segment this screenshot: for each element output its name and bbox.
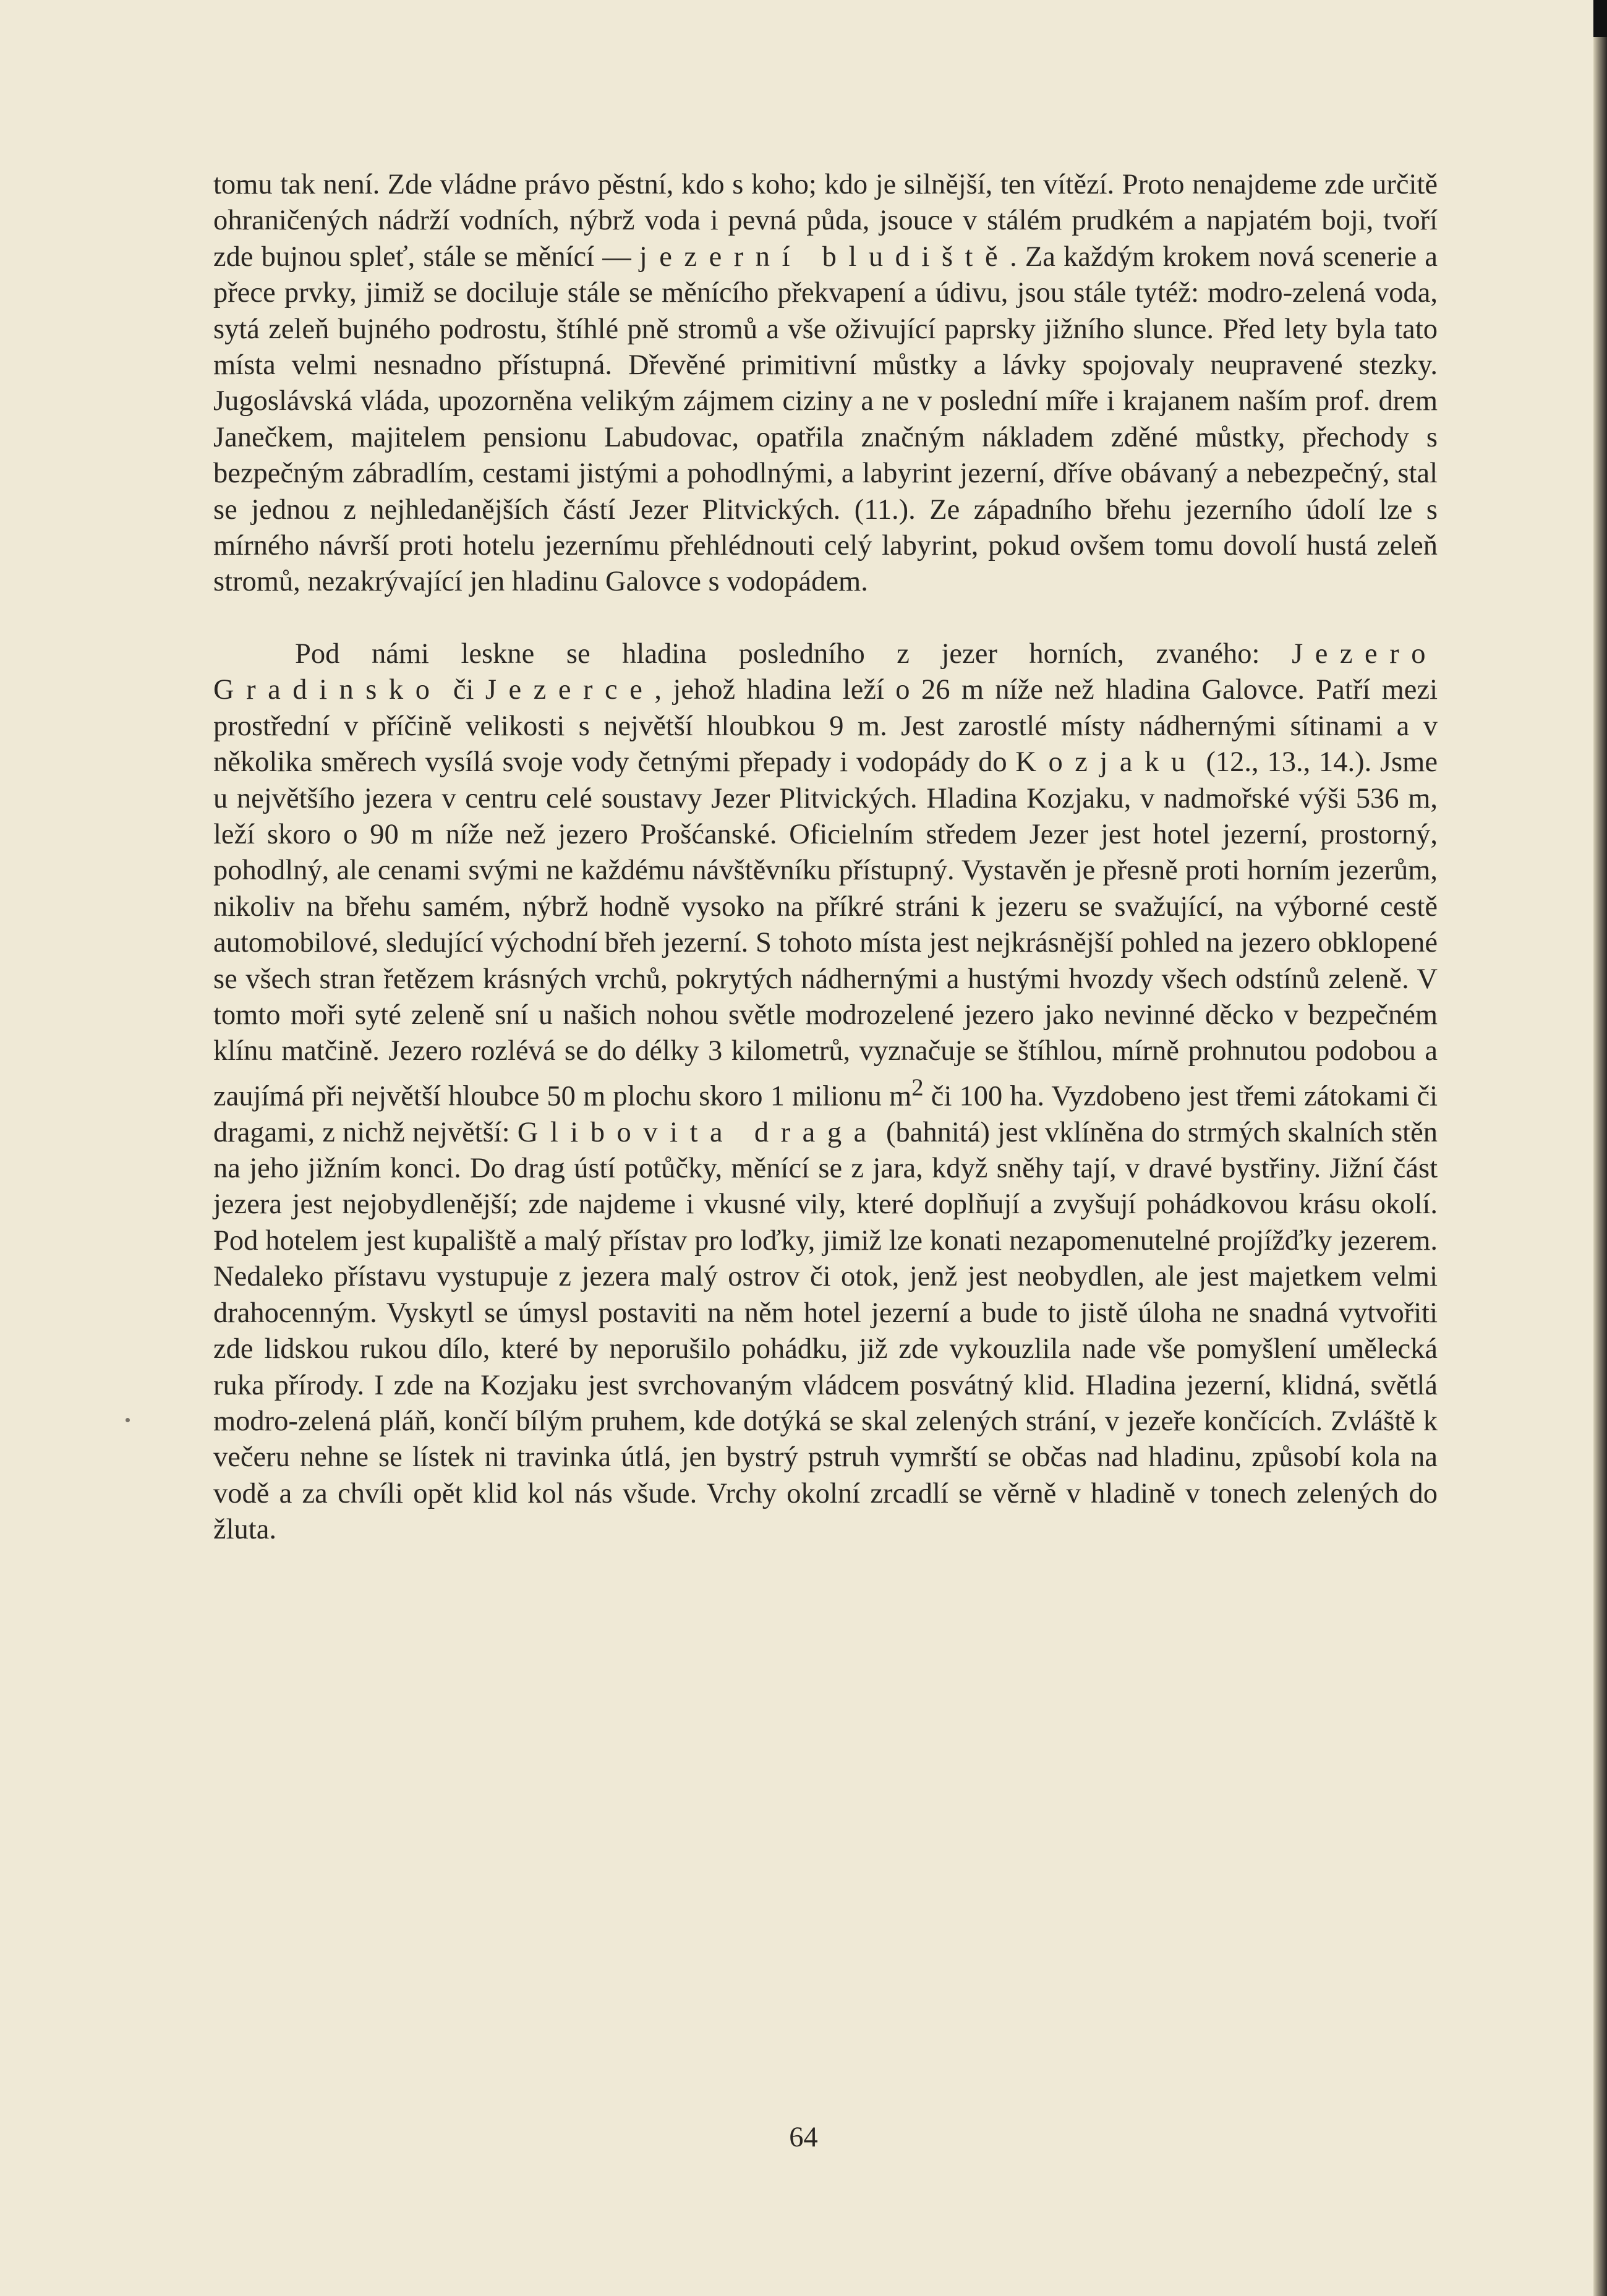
paragraph-1 xyxy=(213,167,1438,600)
paragraph-2-text-f: (bahnitá) jest vklíněna do strmých skalních stěn na jeho jižním konci. Do drag ústí potůčky, měnící se z jara, když sněhy tají, v dravé bystřiny. Jižní část jezera jest nejobydlenější; zde najdeme i vkusné vily, které doplňují a zvyšují pohádkovou krásu okolí. Pod hotelem jest kupaliště a malý přístav pro loďky, jimiž lze konati nezapomenutelné projížďky jezerem. Nedaleko přístavu vystupuje z jezera malý ostrov či otok, jenž jest neobydlen, ale jest majetkem velmi drahocenným. Vyskytl se úmysl postaviti na něm hotel jezerní a bude to jistě úloha ne snadná vytvořiti zde lidskou rukou dílo, které by neporušilo pohádku, již zde vykouzlila nade vše pomyšlení umělecká ruka přírody. I zde na Kozjaku jest svrchovaným vládcem posvátný klid. Hladina jezerní, klidná, světlá modro-zelená pláň, končí bílým pruhem, kde dotýká se skal zelených strání, v jezeře končících. Zvláště k večeru nehne se lístek ni travinka útlá, jen bystrý pstruh vymrští se občas nad hladinu, způsobí kola na vodě a za chvíli opět klid kol nás všude. Vrchy okolní zrcadlí se věrně v hladině v tonech zelených do žluta. xyxy=(213,1116,1438,1546)
spaced-term-glibovita-draga: Glibovita draga xyxy=(517,1116,879,1148)
page-corner-tab xyxy=(1593,0,1607,37)
spaced-term-jezerce: Jezerce xyxy=(485,674,655,706)
spaced-term-kozjaku: Kozjaku xyxy=(1015,746,1198,779)
paragraph-2-text-a: Pod námi leskne se hladina posledního z jezer horních, zvaného: xyxy=(295,638,1292,670)
paper-speck xyxy=(126,1418,130,1422)
paragraph-2-text-c: , jehož hladina leží o 26 m níže než hladina Galovce. Patří mezi prostřední v příčině velikosti s největší hloubkou 9 m. Jest zarostlé místy nádhernými sítinami a v několika směrech vysílá svoje vody četnými přepady i vodopády do xyxy=(213,674,1438,779)
paragraph-2-text-b: či xyxy=(441,674,485,706)
page-edge-shadow xyxy=(1593,0,1607,2296)
spaced-term-jezerni-bludiste: jezerní bludiště xyxy=(639,241,1010,273)
paragraph-1-text-a: tomu tak není. Zde vládne právo pěstní, kdo s koho; kdo je silnější, ten vítězí. Proto nenajdeme zde určitě ohraničených nádrží vodních, nýbrž voda i pevná půda, jsouce v stálém prudkém a napjatém boji, tvoří zde bujnou spleť, stále se měnící — xyxy=(213,169,1438,273)
superscript-two: 2 xyxy=(911,1073,924,1101)
paragraph-2-text-e: či 100 ha. Vyzdobeno jest třemi zátokami či dragami, z nichž největší: xyxy=(213,1080,1438,1148)
body-text xyxy=(213,167,1438,1548)
paragraph-2-text-d: (12., 13., 14.). Jsme u největšího jezera v centru celé soustavy Jezer Plitvických. Hladina Kozjaku, v nadmořské výši 536 m, leží skoro o 90 m níže než jezero Prošćanské. Oficielním středem Jezer jest hotel jezerní, prostorný, pohodlný, ale cenami svými ne každému návštěvníku přístupný. Vystavěn je přesně proti horním jezerům, nikoliv na břehu samém, nýbrž hodně vysoko na příkré stráni k jezeru se svažující, na výborné cestě automobilové, sledující východní břeh jezerní. S tohoto místa jest nejkrásnější pohled na jezero obklopené se všech stran řetězem krásných vrchů, pokrytých nádhernými a hustými hvozdy všech odstínů zeleně. V tomto moři syté zeleně sní u našich nohou světle modrozelené jezero jako nevinné děcko v bezpečném klínu matčině. Jezero rozlévá se do délky 3 kilometrů, vyznačuje se štíhlou, mírně prohnutou podobou a zaujímá při největší hloubce 50 m plochu skoro 1 milionu m xyxy=(213,746,1438,1112)
paragraph-2 xyxy=(213,636,1438,1548)
spaced-term-jezero-gradinsko: Jezero Gradinsko xyxy=(213,638,1438,706)
paragraph-1-text-b: . Za každým krokem nová scenerie a přece prvky, jimiž se dociluje stále se měnícího překvapení a údivu, jsou stále tytéž: modro-zelená voda, sytá zeleň bujného podrostu, štíhlé pně stromů a vše oživující paprsky jižního slunce. Před lety byla tato místa velmi nesnadno přístupná. Dřevěné primitivní můstky a lávky spojovaly neupravené stezky. Jugoslávská vláda, upozorněna velikým zájmem ciziny a ne v poslední míře i krajanem naším prof. drem Janečkem, majitelem pensionu Labudovac, opatřila značným nákladem zděné můstky, přechody s bezpečným zábradlím, cestami jistými a pohodlnými, a labyrint jezerní, dříve obávaný a nebezpečný, stal se jednou z nejhledanějších částí Jezer Plitvických. (11.). Ze západního břehu jezerního údolí lze s mírného návrší proti hotelu jezernímu přehlédnouti celý labyrint, pokud ovšem tomu dovolí hustá zeleň stromů, nezakrývající jen hladinu Galovce s vodopádem. xyxy=(213,241,1438,598)
page-number: 64 xyxy=(789,2122,818,2153)
